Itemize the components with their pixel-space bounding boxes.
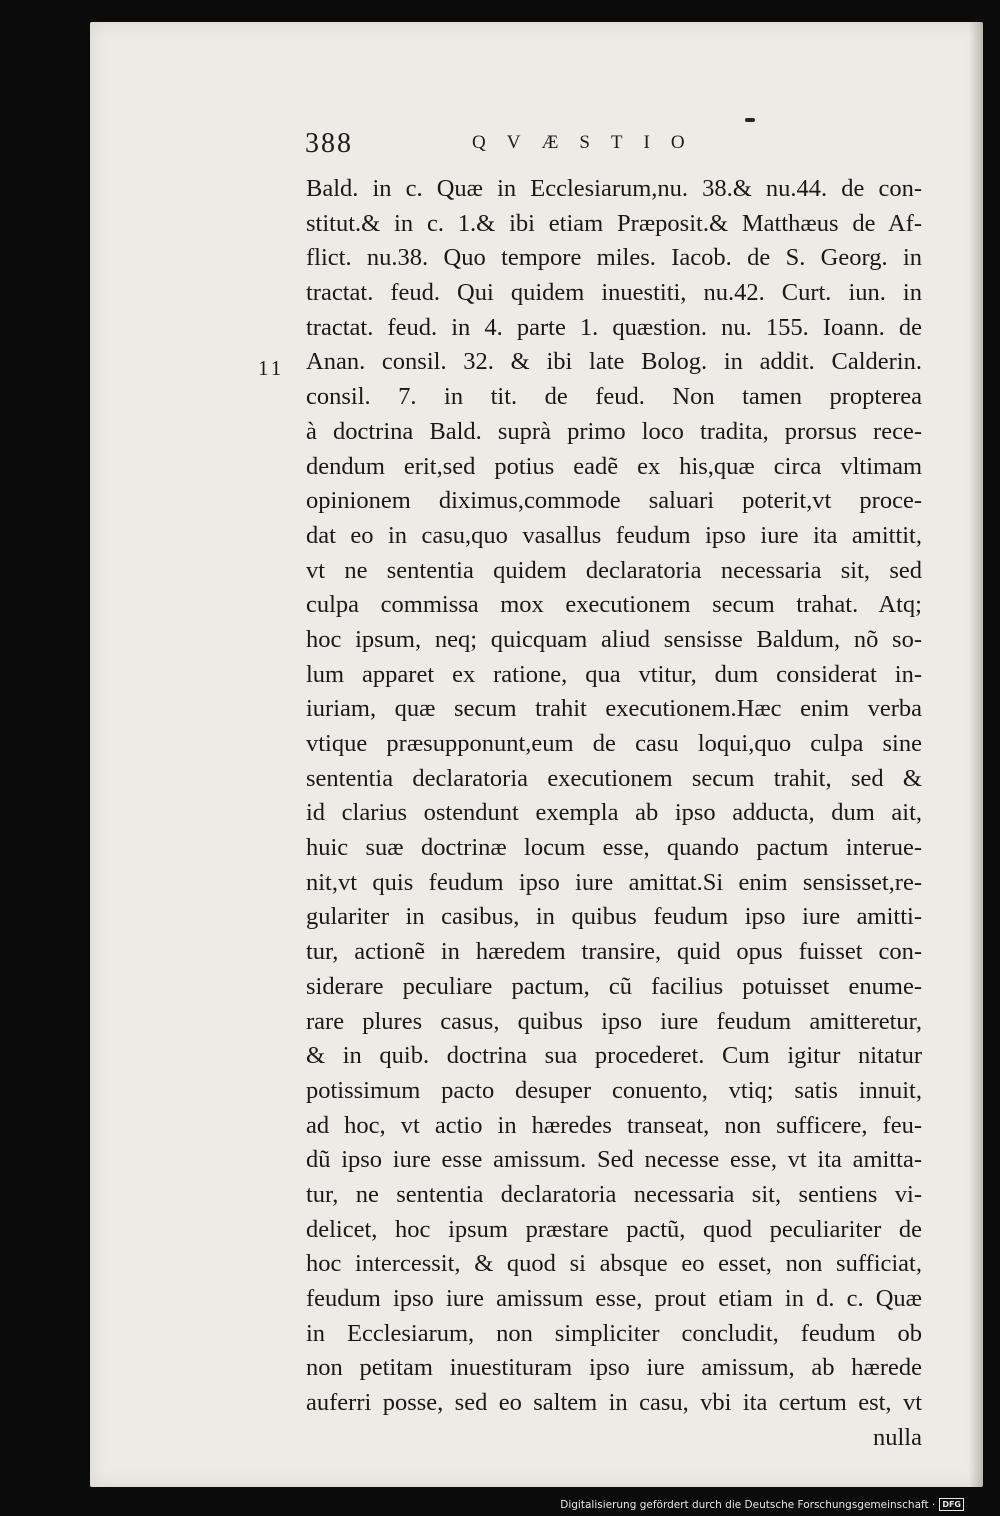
text-line: vt ne sententia quidem declaratoria necessaria sit, sed — [306, 556, 922, 584]
text-line: rare plures casus, quibus ipso iure feudum amitteretur, — [306, 1007, 922, 1035]
text-line: opinionem diximus,commode saluari poterit,vt proce- — [306, 487, 922, 515]
text-line: flict. nu.38. Quo tempore miles. Iacob. de S. Georg. in — [306, 244, 922, 272]
margin-note-number: 11 — [258, 356, 285, 380]
text-line: sententia declaratoria executionem secum trahit, sed & — [306, 764, 922, 792]
text-line: huic suæ doctrinæ locum esse, quando pactum interue- — [306, 834, 922, 862]
text-line: stitut.& in c. 1.& ibi etiam Præposit.& Matthæus de Af- — [306, 209, 922, 237]
page-number: 388 — [305, 128, 353, 159]
text-line: nit,vt quis feudum ipso iure amittat.Si enim sensisset,re- — [306, 868, 922, 896]
text-line: dũ ipso iure esse amissum. Sed necesse esse, vt ita amitta- — [306, 1146, 922, 1174]
text-line: gulariter in casibus, in quibus feudum ipso iure amitti- — [306, 903, 922, 931]
body-text — [306, 172, 922, 1455]
text-line: Bald. in c. Quæ in Ecclesiarum,nu. 38.& nu.44. de con- — [306, 175, 922, 202]
text-line: potissimum pacto desuper conuento, vtiq; satis innuit, — [306, 1076, 922, 1104]
text-line: ad hoc, vt actio in hæredes transeat, non sufficere, feu- — [306, 1111, 922, 1139]
text-line: dat eo in casu,quo vasallus feudum ipso iure ita amittit, — [306, 521, 922, 549]
text-line: siderare peculiare pactum, cũ facilius potuisset enume- — [306, 972, 922, 1000]
text-line: consil. 7. in tit. de feud. Non tamen propterea — [306, 383, 922, 411]
text-line: culpa commissa mox executionem secum trahat. Atq; — [306, 591, 922, 619]
catchword: nulla — [873, 1423, 922, 1451]
text-line: dendum erit,sed potius eadẽ ex his,quæ circa vltimam — [306, 452, 922, 480]
text-line: tur, actionẽ in hæredem transire, quid opus fuisset con- — [306, 938, 922, 966]
text-line: hoc ipsum, neq; quicquam aliud sensisse Baldum, nõ so- — [306, 625, 922, 653]
text-line: à doctrina Bald. suprà primo loco tradita, prorsus rece- — [306, 417, 922, 445]
text-line: non petitam inuestituram ipso iure amissum, ab hærede — [306, 1354, 922, 1382]
text-line: in Ecclesiarum, non simpliciter concludit, feudum ob — [306, 1319, 922, 1347]
text-line: tur, ne sententia declaratoria necessaria sit, sentiens vi- — [306, 1180, 922, 1208]
text-line: & in quib. doctrina sua procederet. Cum igitur nitatur — [306, 1042, 922, 1070]
text-line: Anan. consil. 32. & ibi late Bolog. in addit. Calderin. — [306, 348, 922, 376]
text-line: delicet, hoc ipsum præstare pactũ, quod peculiariter de — [306, 1215, 922, 1243]
credit-text: Digitalisierung gefördert durch die Deutsche Forschungsgemeinschaft · — [560, 1498, 936, 1511]
digitization-credit — [560, 1498, 964, 1511]
running-title: QVÆSTIO — [472, 132, 706, 153]
text-line: iuriam, quæ secum trahit executionem.Hæc enim verba — [306, 695, 922, 723]
text-line: feudum ipso iure amissum esse, prout etiam in d. c. Quæ — [306, 1285, 922, 1312]
text-line: lum apparet ex ratione, qua vtitur, dum considerat in- — [306, 660, 922, 688]
text-line: id clarius ostendunt exempla ab ipso adducta, dum ait, — [306, 799, 922, 827]
dfg-logo: DFG — [939, 1498, 964, 1511]
ink-mark — [745, 118, 755, 122]
text-line: vtique præsupponunt,eum de casu loqui,quo culpa sine — [306, 730, 922, 757]
text-line: hoc intercessit, & quod si absque eo esset, non sufficiat, — [306, 1250, 922, 1278]
text-line: tractat. feud. Qui quidem inuestiti, nu.42. Curt. iun. in — [306, 279, 922, 307]
text-line: auferri posse, sed eo saltem in casu, vbi ita certum est, vt — [306, 1389, 922, 1417]
text-line: tractat. feud. in 4. parte 1. quæstion. nu. 155. Ioann. de — [306, 313, 922, 341]
